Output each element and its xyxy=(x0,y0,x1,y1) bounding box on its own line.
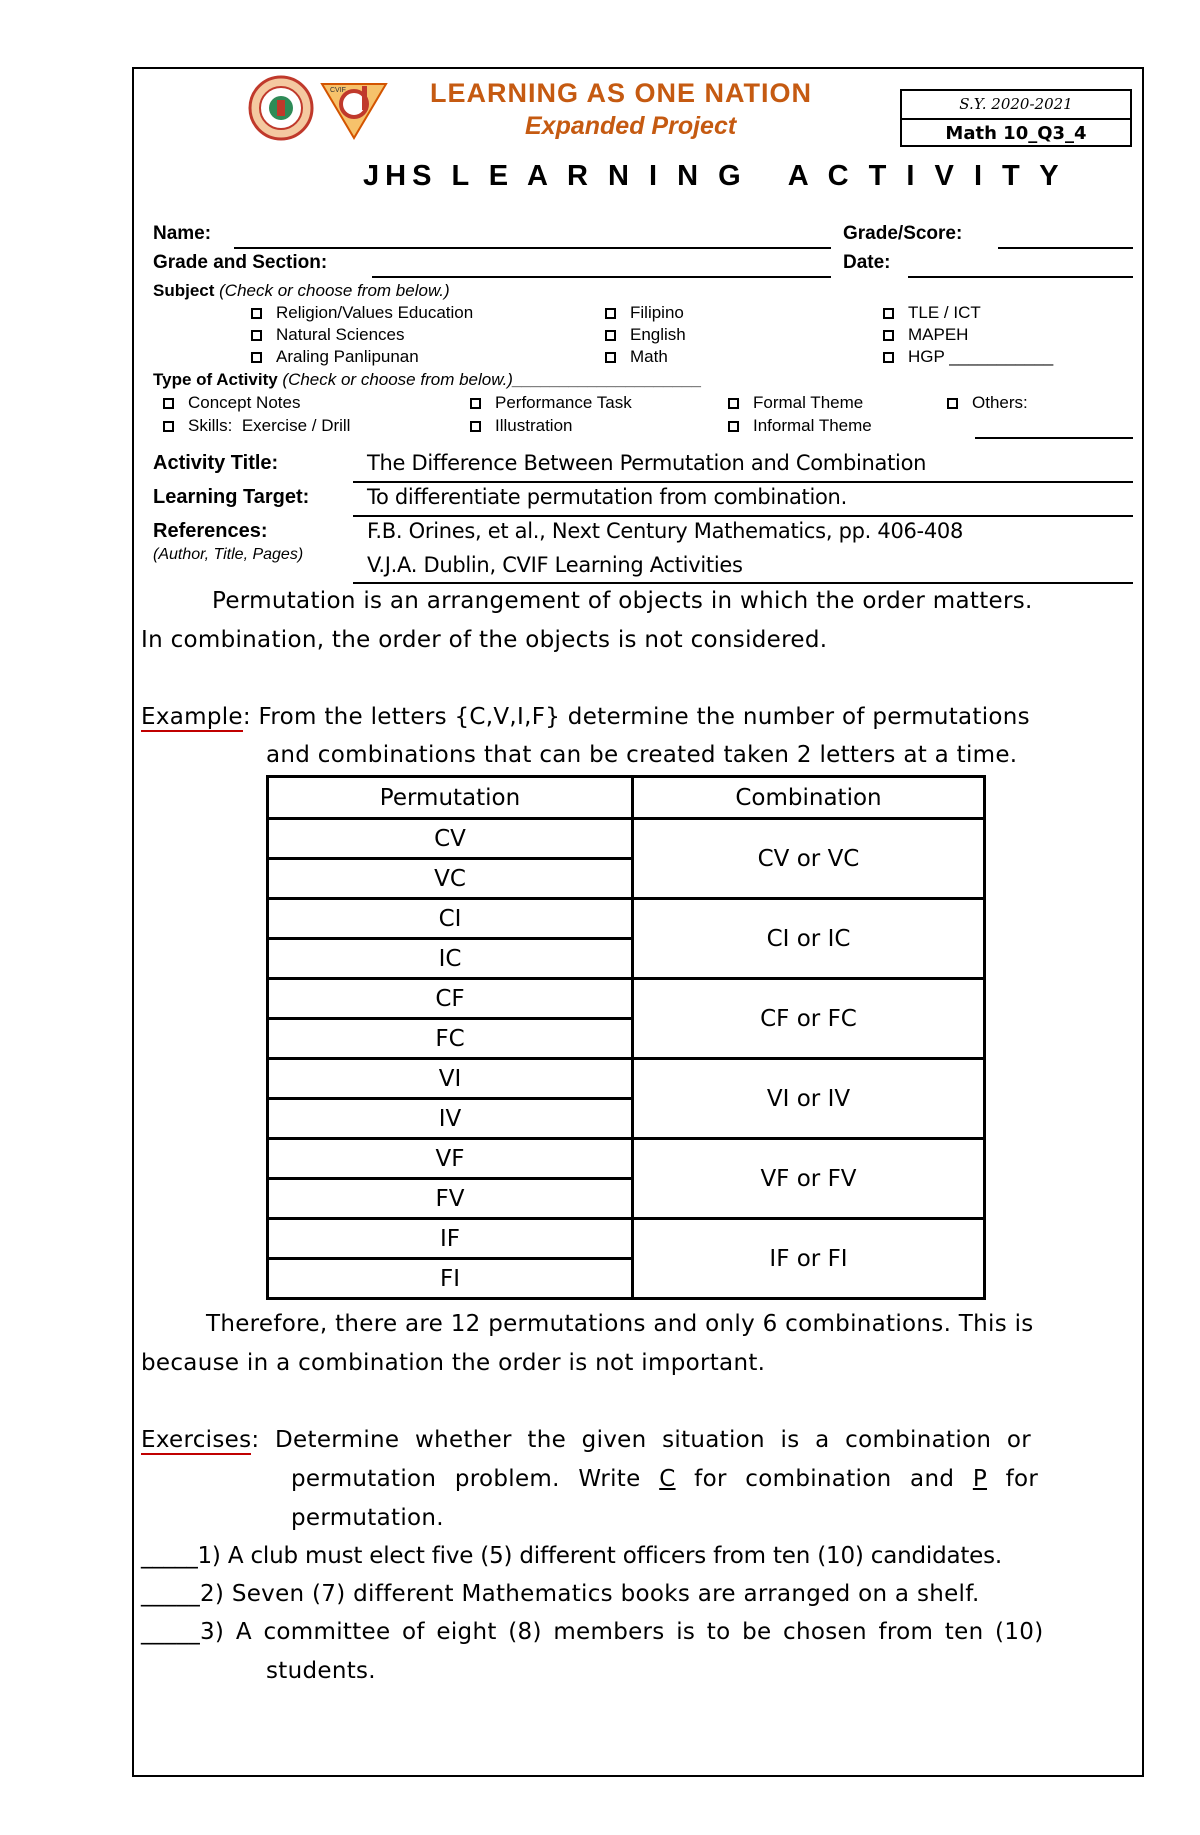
checkbox-icon[interactable] xyxy=(605,352,616,363)
type-illustration[interactable]: Illustration xyxy=(470,416,572,436)
exercises-line-2: permutation problem. Write C for combination and P for xyxy=(291,1466,1039,1492)
therefore-line-1: Therefore, there are 12 permutations and only 6 combinations. This is xyxy=(206,1311,1034,1337)
intro-line-2: In combination, the order of the objects is not considered. xyxy=(141,627,828,653)
checkbox-icon[interactable] xyxy=(728,398,739,409)
permutation-cell: CV xyxy=(268,819,633,859)
subject-hint: (Check or choose from below.) xyxy=(214,281,450,300)
subject-english[interactable]: English xyxy=(605,325,686,345)
name-label: Name: xyxy=(153,223,212,244)
exercises-line-3: permutation. xyxy=(291,1505,444,1531)
combination-cell: CV or VC xyxy=(633,819,985,899)
subject-hgp[interactable]: HGP ___________ xyxy=(883,347,1053,367)
permutation-cell: IV xyxy=(268,1099,633,1139)
grade-score-field[interactable] xyxy=(998,247,1133,249)
subject-filipino[interactable]: Filipino xyxy=(605,303,684,323)
subject-heading xyxy=(153,281,450,301)
activity-code: Math 10_Q3_4 xyxy=(945,123,1087,144)
others-field[interactable] xyxy=(975,437,1133,439)
learning-target-label: Learning Target: xyxy=(153,486,310,508)
combination-cell: CF or FC xyxy=(633,979,985,1059)
therefore-line-2: because in a combination the order is not important. xyxy=(141,1350,766,1376)
activity-title-label: Activity Title: xyxy=(153,452,279,474)
permutation-cell: VC xyxy=(268,859,633,899)
intro-line-1: Permutation is an arrangement of objects in which the order matters. xyxy=(212,588,1033,614)
type-skills-exercise[interactable]: Skills: Exercise / Drill xyxy=(163,416,350,436)
project-title: LEARNING AS ONE NATION xyxy=(430,78,813,108)
example-label: Example xyxy=(141,704,243,730)
checkbox-icon[interactable] xyxy=(883,308,894,319)
permutation-combination-table xyxy=(266,775,986,1300)
checkbox-icon[interactable] xyxy=(947,398,958,409)
checkbox-icon[interactable] xyxy=(470,421,481,432)
permutation-cell: FC xyxy=(268,1019,633,1059)
subject-tle-ict[interactable]: TLE / ICT xyxy=(883,303,981,323)
subject-natural-sciences[interactable]: Natural Sciences xyxy=(251,325,405,345)
references-label: References: xyxy=(153,520,268,542)
reference-1: F.B. Orines, et al., Next Century Mathematics, pp. 406-408 xyxy=(367,519,964,543)
permutation-cell: CF xyxy=(268,979,633,1019)
exercises-label: Exercises xyxy=(141,1427,252,1453)
references-line xyxy=(353,582,1133,584)
exercises-line-1: Exercises: Determine whether the given situation is a combination or xyxy=(141,1427,1032,1453)
permutation-cell: FV xyxy=(268,1179,633,1219)
col-header-permutation: Permutation xyxy=(268,777,633,819)
permutation-cell: IC xyxy=(268,939,633,979)
exercise-item-3-cont: students. xyxy=(266,1658,376,1684)
checkbox-icon[interactable] xyxy=(251,352,262,363)
cvif-logo xyxy=(318,78,390,142)
letter-c: C xyxy=(659,1466,676,1492)
subject-religion[interactable]: Religion/Values Education xyxy=(251,303,473,323)
reference-2: V.J.A. Dublin, CVIF Learning Activities xyxy=(367,553,743,577)
letter-p: P xyxy=(972,1466,988,1492)
checkbox-icon[interactable] xyxy=(605,330,616,341)
svg-text:CVIF: CVIF xyxy=(330,87,346,94)
checkbox-icon[interactable] xyxy=(163,421,174,432)
type-informal-theme[interactable]: Informal Theme xyxy=(728,416,872,436)
permutation-cell: VF xyxy=(268,1139,633,1179)
combination-cell: CI or IC xyxy=(633,899,985,979)
activity-header: JHS L E A R N I N G A C T I V I T Y xyxy=(363,160,1065,192)
subject-araling-panlipunan[interactable]: Araling Panlipunan xyxy=(251,347,419,367)
subject-mapeh[interactable]: MAPEH xyxy=(883,325,968,345)
checkbox-icon[interactable] xyxy=(883,330,894,341)
name-field[interactable] xyxy=(234,247,831,249)
grade-score-label: Grade/Score: xyxy=(843,223,963,244)
subject-math[interactable]: Math xyxy=(605,347,668,367)
type-concept-notes[interactable]: Concept Notes xyxy=(163,393,300,413)
activity-title-line xyxy=(353,481,1133,483)
type-formal-theme[interactable]: Formal Theme xyxy=(728,393,863,413)
permutation-cell: CI xyxy=(268,899,633,939)
type-label: Type of Activity xyxy=(153,370,278,389)
combination-cell: IF or FI xyxy=(633,1219,985,1299)
combination-cell: VF or FV xyxy=(633,1139,985,1219)
permutation-cell: VI xyxy=(268,1059,633,1099)
type-heading xyxy=(153,370,702,390)
grade-section-label: Grade and Section: xyxy=(153,252,328,273)
subject-label: Subject xyxy=(153,281,215,300)
date-label: Date: xyxy=(843,252,891,273)
checkbox-icon[interactable] xyxy=(728,421,739,432)
activity-title-value: The Difference Between Permutation and Combination xyxy=(367,451,927,475)
learning-target-value: To differentiate permutation from combination. xyxy=(367,485,847,509)
checkbox-icon[interactable] xyxy=(883,352,894,363)
example-line-1: Example: From the letters {C,V,I,F} determine the number of permutations xyxy=(141,704,1030,730)
checkbox-icon[interactable] xyxy=(251,330,262,341)
checkbox-icon[interactable] xyxy=(605,308,616,319)
school-year: S.Y. 2020-2021 xyxy=(902,91,1130,120)
example-line-2: and combinations that can be created taken 2 letters at a time. xyxy=(266,742,1018,768)
code-box xyxy=(900,89,1132,147)
exercise-item-1: _____1) A club must elect five (5) different officers from ten (10) candidates. xyxy=(141,1543,1003,1569)
exercise-item-3: _____3) A committee of eight (8) members is to be chosen from ten (10) xyxy=(141,1619,1044,1645)
exercise-item-2: _____2) Seven (7) different Mathematics books are arranged on a shelf. xyxy=(141,1581,980,1607)
project-subtitle: Expanded Project xyxy=(525,112,737,140)
checkbox-icon[interactable] xyxy=(251,308,262,319)
type-hint: (Check or choose from below.)____________________ xyxy=(277,370,703,389)
permutation-cell: IF xyxy=(268,1219,633,1259)
checkbox-icon[interactable] xyxy=(163,398,174,409)
permutation-cell: FI xyxy=(268,1259,633,1299)
learning-target-line xyxy=(353,515,1133,517)
type-others[interactable]: Others: xyxy=(947,393,1028,413)
combination-cell: VI or IV xyxy=(633,1059,985,1139)
school-seal-logo xyxy=(248,75,314,141)
grade-section-field[interactable] xyxy=(372,276,831,278)
col-header-combination: Combination xyxy=(633,777,985,819)
references-hint: (Author, Title, Pages) xyxy=(153,546,304,563)
date-field[interactable] xyxy=(908,276,1133,278)
type-performance-task[interactable]: Performance Task xyxy=(470,393,632,413)
checkbox-icon[interactable] xyxy=(470,398,481,409)
